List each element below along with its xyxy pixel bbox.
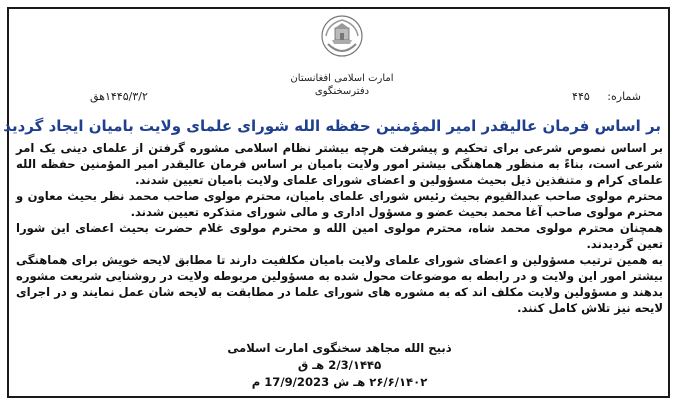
paragraph-4: به همین ترتیب مسؤولین و اعضای شورای علمای ولایت بامیان مکلفیت دارند تا مطابق لایحه خویش برای هماهنگی بیشتر امور این ولایت و در رابطه به موضوعات محول شده به مسؤولین مربوطه ولایت در روشنایی شریعت مشوره بدهند و مسؤولین ولایت مکلف اند که به مشوره های شورای علما در مطابقت به لایحه شان عمل نمایند و در اجرای لایحه نیز تلاش کامل کنند. (16, 253, 663, 315)
document-number (572, 90, 641, 103)
page-title: بر اساس فرمان عالیقدر امیر المؤمنین حفظه الله شورای علمای ولایت بامیان ایجاد گردید (3, 117, 661, 135)
organization-header (250, 72, 434, 98)
office-name: دفترسخنگوی (314, 86, 370, 97)
document-body (16, 140, 663, 316)
paragraph-1: بر اساس نصوص شرعی برای تحکیم و پیشرفت هرچه بیشتر نظام اسلامی مشوره گرفتن از علمای دینی یک امر شرعی است، بناءً به منظور هماهنگی بیشتر امور ولایت بامیان بر اساس فرمان عالیقدر امیر المؤمنین حفظه الله علمای کرام و متنفذین ذیل بحیث مسؤولین و اعضای شورای علمای ولایت بامیان تعیین شدند. (16, 141, 663, 187)
org-name: امارت اسلامی افغانستان (290, 73, 394, 84)
signature-date-line: ۲۶/۶/۱۴۰۲ هـ ش 17/9/2023 م (251, 375, 428, 389)
paragraph-3: همچنان محترم مولوی محمد شاه، محترم مولوی امین الله و محترم مولوی غلام حضرت بحیث اعضای این شورا تعین گردیدند. (16, 221, 663, 251)
signature-name: ذبیح الله مجاهد سخنگوی امارت اسلامی (227, 341, 452, 355)
number-label: شماره: (607, 90, 641, 103)
document-date: ۱۴۴۵/۳/۲هق (90, 90, 148, 103)
paragraph-2: محترم مولوی صاحب عبدالقیوم بحیث رئیس شورای علمای بامیان، محترم مولوی صاحب محمد نظر بحیث معاون و محترم مولوی صاحب آغا محمد بحیث عضو و مسؤول اداری و مالی شورای متذکره تعیین شدند. (16, 189, 663, 219)
signature-date-hijri: 2/3/۱۴۴۵ هـ ق (297, 358, 382, 372)
number-value: ۴۴۵ (572, 90, 590, 103)
islamic-emirate-emblem-icon (320, 14, 364, 58)
